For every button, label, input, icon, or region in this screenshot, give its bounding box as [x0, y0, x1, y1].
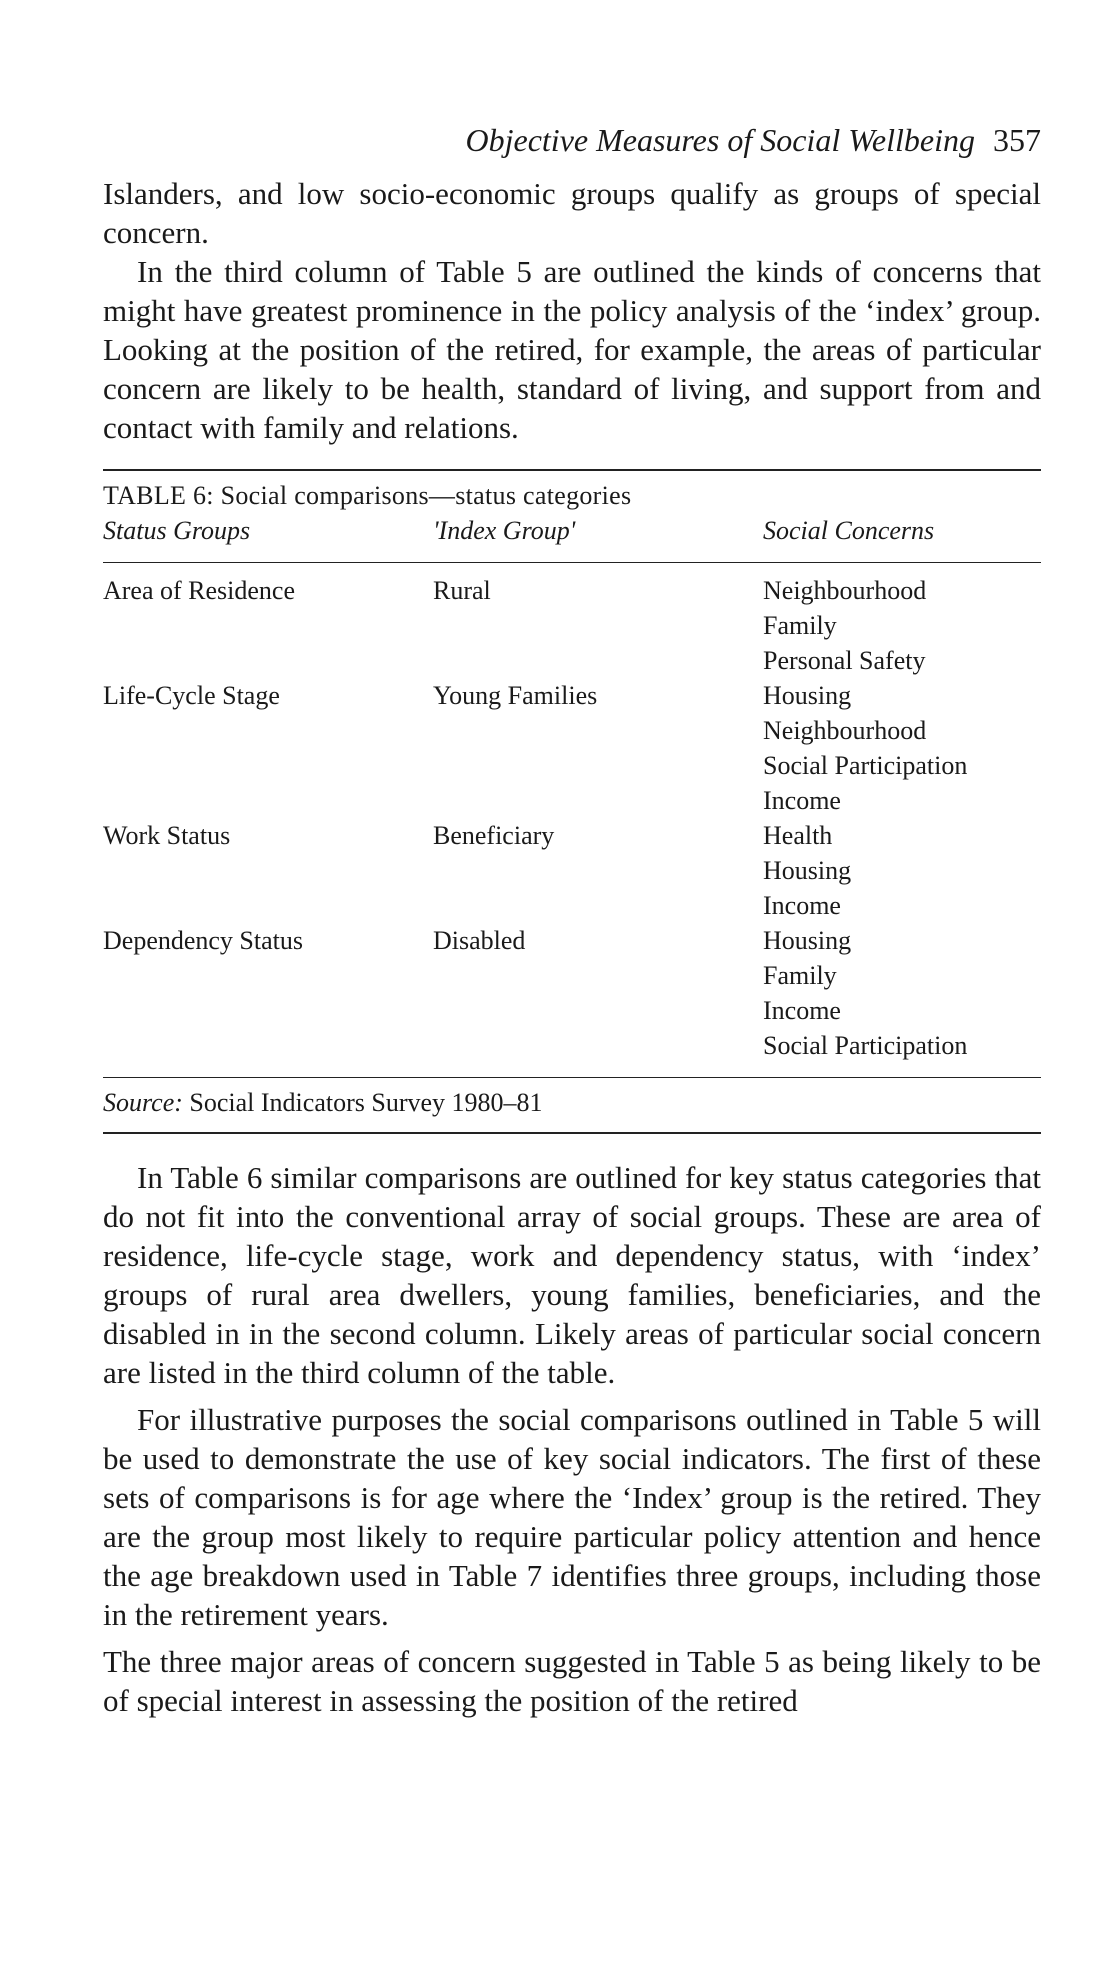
- page-number: 357: [993, 122, 1041, 158]
- concern-item: Social Participation: [763, 1031, 968, 1060]
- table-row: [103, 678, 1041, 818]
- concern-item: Social Participation: [763, 751, 968, 780]
- concern-item: Neighbourhood: [763, 716, 927, 745]
- concern-item: Neighbourhood: [763, 576, 927, 605]
- cell-status: Work Status: [103, 821, 231, 850]
- source-label: Source:: [103, 1088, 183, 1117]
- cell-status: Life-Cycle Stage: [103, 681, 280, 710]
- cell-status: Dependency Status: [103, 926, 304, 955]
- paragraph-major-areas: The three major areas of concern suggested in Table 5 as being likely to be of special interest in assessing the position of the retired: [103, 1644, 1041, 1718]
- paragraph-illustrative-purposes: For illustrative purposes the social comparisons outlined in Table 5 will be used to demonstrate the use of key social indicators. The first of these sets of comparisons is for age where the ‘Index’ group is the retired. They are the group most likely to require particular policy attention and hence the age breakdown used in Table 7 identifies three groups, including those in the retirement years.: [103, 1402, 1041, 1632]
- cell-index-group: Beneficiary: [433, 821, 555, 850]
- column-header-status-groups: Status Groups: [103, 516, 251, 545]
- paragraph-continued: Islanders, and low socio-economic groups qualify as groups of special concern.: [103, 176, 1041, 250]
- cell-concerns: [763, 818, 1041, 923]
- concern-item: Income: [763, 786, 841, 815]
- column-header-index-group: 'Index Group': [433, 516, 576, 545]
- table-row: [103, 923, 1041, 1063]
- concern-item: Housing: [763, 926, 852, 955]
- table-header-row: [103, 513, 1041, 562]
- concern-item: Health: [763, 821, 833, 850]
- table-body: [103, 563, 1041, 1077]
- concern-item: Housing: [763, 856, 852, 885]
- table-6: [103, 469, 1041, 1134]
- table-top-rule: [103, 469, 1041, 471]
- cell-index-group: Young Families: [433, 681, 598, 710]
- table-source: [103, 1078, 1041, 1132]
- table-caption: TABLE 6: Social comparisons—status categories: [103, 481, 632, 510]
- page: [103, 120, 1041, 1720]
- table-end-rule: [103, 1132, 1041, 1134]
- paragraph-table5-concerns: In the third column of Table 5 are outlined the kinds of concerns that might have greatest prominence in the policy analysis of the ‘index’ group. Looking at the position of the retired, for example, the areas of particular concern are likely to be health, standard of living, and support from and contact with family and relations.: [103, 254, 1041, 445]
- body-after-table: [103, 1158, 1041, 1720]
- concern-item: Personal Safety: [763, 646, 926, 675]
- source-text: Social Indicators Survey 1980–81: [189, 1088, 543, 1117]
- table-row: [103, 573, 1041, 678]
- running-title: Objective Measures of Social Wellbeing: [465, 122, 975, 158]
- column-header-social-concerns: Social Concerns: [763, 516, 935, 545]
- cell-concerns: [763, 678, 1041, 818]
- cell-concerns: [763, 573, 1041, 678]
- paragraph-table6-description: In Table 6 similar comparisons are outlined for key status categories that do not fit into the conventional array of social groups. These are area of residence, life-cycle stage, work and dependency status, with ‘index’ groups of rural area dwellers, young families, beneficiaries, and the disabled in in the second column. Likely areas of particular social concern are listed in the third column of the table.: [103, 1160, 1041, 1390]
- concern-item: Housing: [763, 681, 852, 710]
- cell-concerns: [763, 923, 1041, 1063]
- cell-index-group: Rural: [433, 576, 491, 605]
- cell-index-group: Disabled: [433, 926, 526, 955]
- running-head: [103, 120, 1041, 160]
- concern-item: Family: [763, 961, 837, 990]
- concern-item: Income: [763, 996, 841, 1025]
- concern-item: Family: [763, 611, 837, 640]
- cell-status: Area of Residence: [103, 576, 296, 605]
- concern-item: Income: [763, 891, 841, 920]
- table-row: [103, 818, 1041, 923]
